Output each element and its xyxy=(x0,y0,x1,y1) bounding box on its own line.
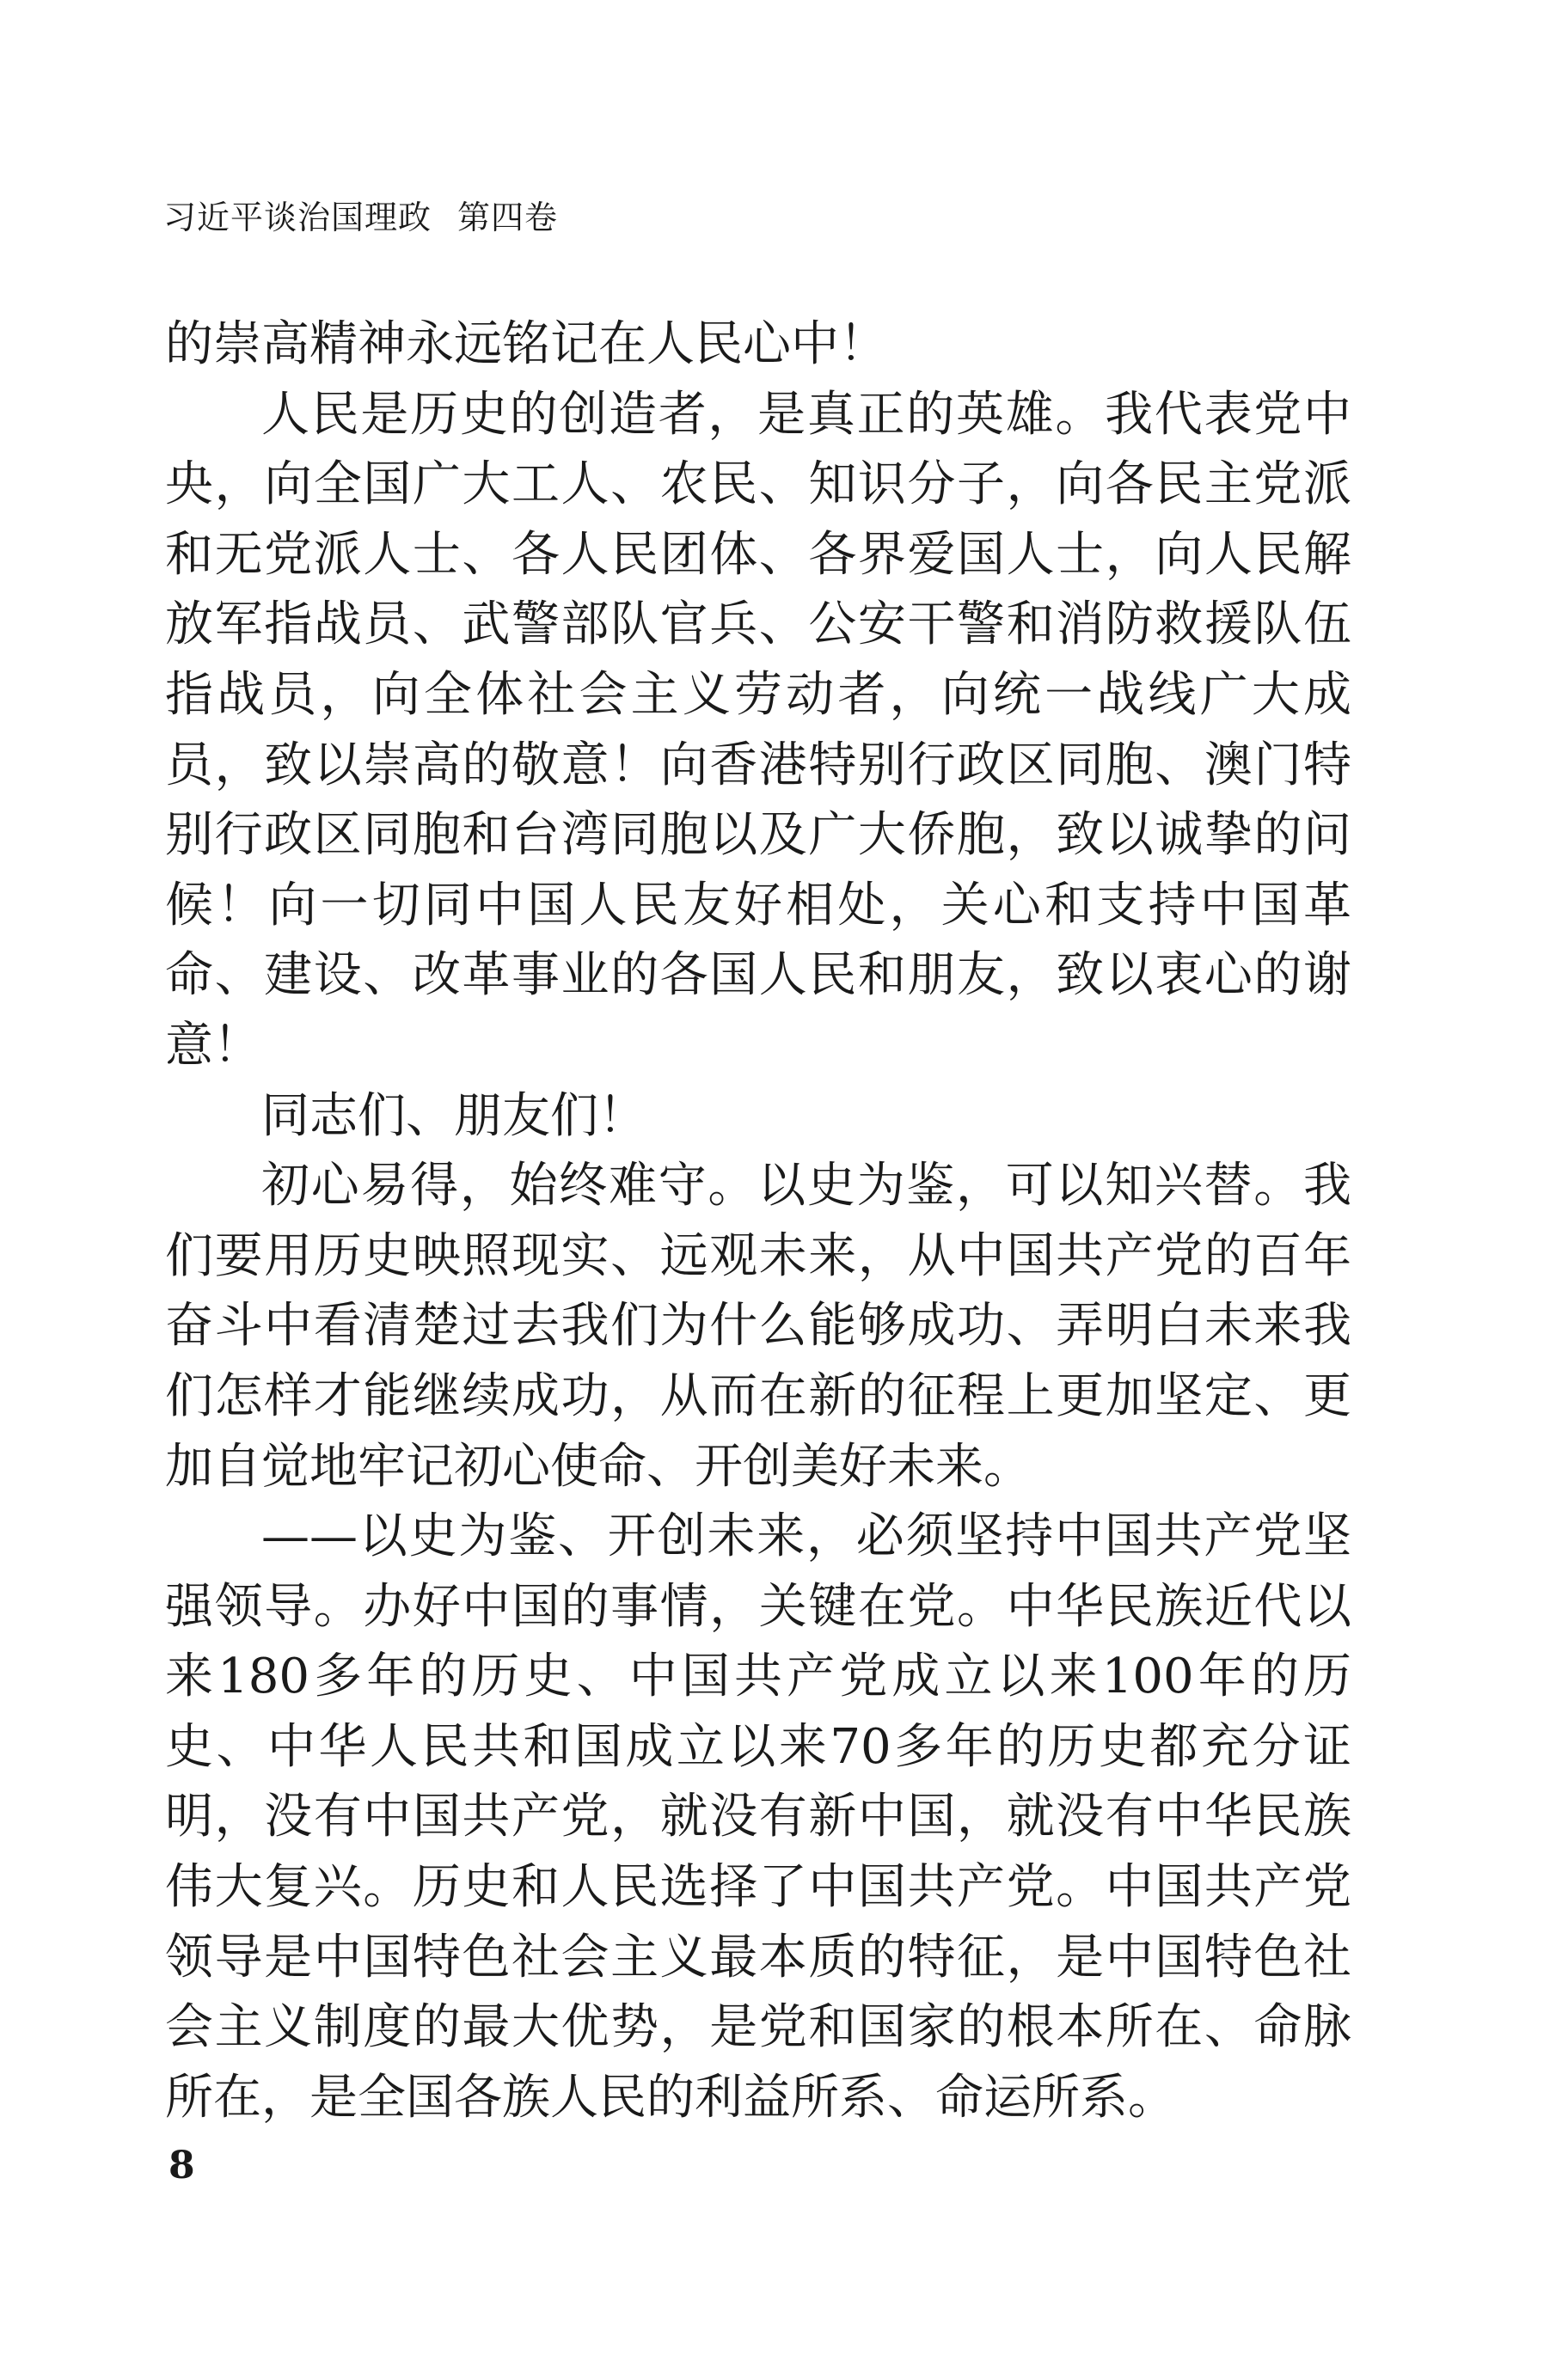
paragraph-continued: 的崇高精神永远铭记在人民心中！ xyxy=(165,316,887,372)
page-number: 8 xyxy=(168,2144,195,2187)
body-text xyxy=(165,309,1351,2132)
paragraph: 初心易得，始终难守。以史为鉴，可以知兴替。我们要用历史映照现实、远观未来，从中国共产党的百年奋斗中看清楚过去我们为什么能够成功、弄明白未来我们怎样才能继续成功，从而在新的征程上更加坚定、更加自觉地牢记初心使命、开创美好未来。 xyxy=(165,1158,1351,1495)
volume-label: 第四卷 xyxy=(457,199,559,236)
paragraph: 人民是历史的创造者，是真正的英雄。我代表党中央，向全国广大工人、农民、知识分子，向各民主党派和无党派人士、各人民团体、各界爱国人士，向人民解放军指战员、武警部队官兵、公安干警和消防救援队伍指战员，向全体社会主义劳动者，向统一战线广大成员，致以崇高的敬意！向香港特别行政区同胞、澳门特别行政区同胞和台湾同胞以及广大侨胞，致以诚挚的问候！向一切同中国人民友好相处，关心和支持中国革命、建设、改革事业的各国人民和朋友，致以衷心的谢意！ xyxy=(165,386,1351,1074)
running-header xyxy=(163,196,558,239)
book-title: 习近平谈治国理政 xyxy=(163,199,432,236)
paragraph-salutation: 同志们、朋友们！ xyxy=(261,1087,646,1144)
paragraph: ——以史为鉴、开创未来，必须坚持中国共产党坚强领导。办好中国的事情，关键在党。中华民族近代以来180多年的历史、中国共产党成立以来100年的历史、中华人民共和国成立以来70多年的历史都充分证明，没有中国共产党，就没有新中国，就没有中华民族伟大复兴。历史和人民选择了中国共产党。中国共产党领导是中国特色社会主义最本质的特征，是中国特色社会主义制度的最大优势，是党和国家的根本所在、命脉所在，是全国各族人民的利益所系、命运所系。 xyxy=(165,1508,1351,2126)
